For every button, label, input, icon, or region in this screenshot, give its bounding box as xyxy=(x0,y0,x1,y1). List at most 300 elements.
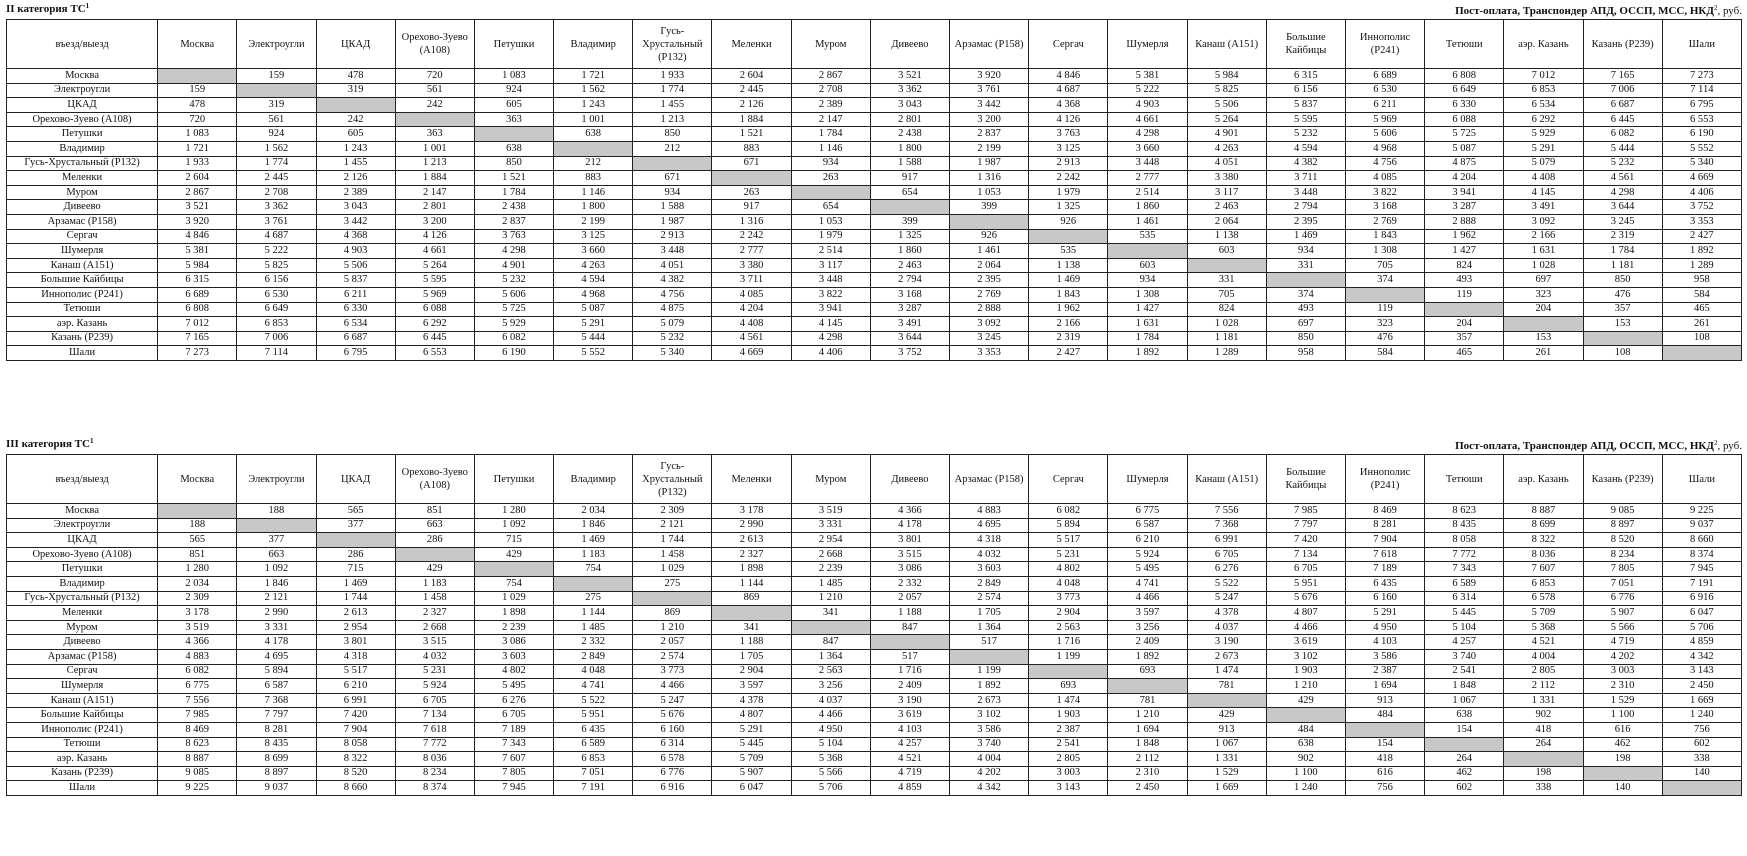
tariff-section-cat2 xyxy=(6,2,1742,361)
fare-cell: 429 xyxy=(395,562,474,577)
fare-cell: 3 448 xyxy=(633,244,712,259)
fare-cell: 7 006 xyxy=(237,331,316,346)
fare-cell: 3 801 xyxy=(316,635,395,650)
diagonal-cell xyxy=(554,576,633,591)
fare-cell: 377 xyxy=(316,518,395,533)
row-header: Канаш (А151) xyxy=(7,693,158,708)
fare-cell: 1 892 xyxy=(1662,244,1741,259)
fare-cell: 584 xyxy=(1662,287,1741,302)
fare-cell: 2 309 xyxy=(633,504,712,519)
fare-cell: 4 903 xyxy=(1108,98,1187,113)
fare-cell: 1 458 xyxy=(395,591,474,606)
fare-cell: 6 088 xyxy=(1425,112,1504,127)
fare-cell: 4 085 xyxy=(712,287,791,302)
table-row xyxy=(7,83,1742,98)
fare-cell: 2 387 xyxy=(1345,664,1424,679)
fare-cell: 3 003 xyxy=(1029,766,1108,781)
row-header: Шали xyxy=(7,346,158,361)
fare-cell: 781 xyxy=(1187,679,1266,694)
fare-cell: 6 315 xyxy=(158,273,237,288)
fare-cell: 7 945 xyxy=(1662,562,1741,577)
fare-cell: 1 987 xyxy=(950,156,1029,171)
fare-cell: 4 366 xyxy=(870,504,949,519)
fare-cell: 5 087 xyxy=(554,302,633,317)
diagonal-cell xyxy=(158,69,237,84)
fare-cell: 2 450 xyxy=(1662,679,1741,694)
fare-cell: 5 445 xyxy=(1425,606,1504,621)
fare-cell: 1 744 xyxy=(316,591,395,606)
fare-cell: 5 894 xyxy=(237,664,316,679)
fare-cell: 4 178 xyxy=(237,635,316,650)
fare-cell: 3 178 xyxy=(712,504,791,519)
fare-cell: 517 xyxy=(950,635,1029,650)
row-header: Орехово-Зуево (А108) xyxy=(7,547,158,562)
fare-cell: 153 xyxy=(1504,331,1583,346)
fare-cell: 3 491 xyxy=(1504,200,1583,215)
fare-cell: 535 xyxy=(1029,244,1108,259)
fare-cell: 2 777 xyxy=(712,244,791,259)
fare-cell: 4 968 xyxy=(554,287,633,302)
fare-cell: 1 848 xyxy=(1425,679,1504,694)
header-row xyxy=(7,20,1742,69)
fare-cell: 3 711 xyxy=(1266,171,1345,186)
fare-cell: 6 649 xyxy=(1425,83,1504,98)
fare-cell: 851 xyxy=(158,547,237,562)
fare-cell: 484 xyxy=(1266,722,1345,737)
fare-cell: 3 773 xyxy=(1029,591,1108,606)
fare-cell: 7 368 xyxy=(237,693,316,708)
fare-cell: 5 595 xyxy=(395,273,474,288)
fare-cell: 4 298 xyxy=(791,331,870,346)
column-header: аэр. Казань xyxy=(1504,20,1583,69)
fare-cell: 6 853 xyxy=(554,752,633,767)
fare-cell: 493 xyxy=(1266,302,1345,317)
row-header: Гусь-Хрустальный (Р132) xyxy=(7,156,158,171)
table-row xyxy=(7,635,1742,650)
fare-cell: 1 199 xyxy=(1029,649,1108,664)
fare-cell: 2 319 xyxy=(1029,331,1108,346)
fare-cell: 3 763 xyxy=(474,229,553,244)
row-header: Большие Кайбицы xyxy=(7,273,158,288)
fare-cell: 1 716 xyxy=(870,664,949,679)
fare-cell: 1 100 xyxy=(1266,766,1345,781)
fare-cell: 4 859 xyxy=(870,781,949,796)
fare-cell: 4 661 xyxy=(395,244,474,259)
fare-cell: 2 888 xyxy=(1425,214,1504,229)
fare-cell: 5 969 xyxy=(1345,112,1424,127)
column-header: Москва xyxy=(158,20,237,69)
diagonal-cell xyxy=(1187,693,1266,708)
fare-cell: 7 134 xyxy=(1266,547,1345,562)
fare-cell: 1 083 xyxy=(474,69,553,84)
tariff-section-cat3 xyxy=(6,437,1742,796)
fare-cell: 5 929 xyxy=(1504,127,1583,142)
fare-cell: 4 263 xyxy=(1187,141,1266,156)
column-header: Москва xyxy=(158,455,237,504)
table-row xyxy=(7,287,1742,302)
fare-cell: 6 689 xyxy=(158,287,237,302)
fare-cell: 1 280 xyxy=(158,562,237,577)
fare-cell: 1 325 xyxy=(1029,200,1108,215)
table-row xyxy=(7,766,1742,781)
row-header: Канаш (А151) xyxy=(7,258,158,273)
section-title: II категория $ТС^1$ xyxy=(6,2,90,15)
fare-cell: 7 006 xyxy=(1583,83,1662,98)
fare-cell: 2 673 xyxy=(950,693,1029,708)
fare-cell: 5 951 xyxy=(1266,576,1345,591)
fare-cell: 8 234 xyxy=(395,766,474,781)
fare-cell: 3 801 xyxy=(870,533,949,548)
fare-cell: 6 190 xyxy=(474,346,553,361)
fare-cell: 3 331 xyxy=(237,620,316,635)
fare-cell: 3 287 xyxy=(870,302,949,317)
fare-cell: 1 181 xyxy=(1187,331,1266,346)
table-row xyxy=(7,620,1742,635)
fare-cell: 4 298 xyxy=(1583,185,1662,200)
fare-cell: 3 586 xyxy=(1345,649,1424,664)
fare-cell: 4 950 xyxy=(1345,620,1424,635)
fare-cell: 781 xyxy=(1108,693,1187,708)
fare-cell: 4 145 xyxy=(1504,185,1583,200)
fare-cell: 1 210 xyxy=(791,591,870,606)
fare-cell: 1 240 xyxy=(1266,781,1345,796)
fare-cell: 5 247 xyxy=(633,693,712,708)
fare-cell: 1 240 xyxy=(1662,708,1741,723)
fare-cell: 2 769 xyxy=(1345,214,1424,229)
fare-cell: 602 xyxy=(1662,737,1741,752)
fare-cell: 1 138 xyxy=(1187,229,1266,244)
fare-cell: 2 310 xyxy=(1583,679,1662,694)
column-header: Муром xyxy=(791,20,870,69)
fare-cell: 902 xyxy=(1504,708,1583,723)
fare-cell: 616 xyxy=(1345,766,1424,781)
fare-cell: 2 708 xyxy=(791,83,870,98)
fare-cell: 7 189 xyxy=(474,722,553,737)
fare-cell: 363 xyxy=(395,127,474,142)
fare-cell: 159 xyxy=(237,69,316,84)
fare-cell: 654 xyxy=(870,185,949,200)
fare-cell: 4 561 xyxy=(1583,171,1662,186)
fare-cell: 2 319 xyxy=(1583,229,1662,244)
fare-cell: 1 308 xyxy=(1345,244,1424,259)
fare-cell: 3 761 xyxy=(950,83,1029,98)
fare-cell: 7 772 xyxy=(395,737,474,752)
column-header: Меленки xyxy=(712,455,791,504)
corner-header: въезд/выезд xyxy=(7,455,158,504)
fare-cell: 3 603 xyxy=(950,562,1029,577)
column-header: Шали xyxy=(1662,455,1741,504)
fare-cell: 4 901 xyxy=(474,258,553,273)
fare-cell: 6 445 xyxy=(395,331,474,346)
fare-cell: 7 368 xyxy=(1187,518,1266,533)
fare-cell: 4 126 xyxy=(395,229,474,244)
fare-cell: 1 800 xyxy=(554,200,633,215)
fare-cell: 2 034 xyxy=(158,576,237,591)
fare-cell: 4 368 xyxy=(316,229,395,244)
fare-cell: 2 112 xyxy=(1108,752,1187,767)
fare-cell: 3 920 xyxy=(158,214,237,229)
fare-cell: 8 699 xyxy=(1504,518,1583,533)
fare-cell: 2 805 xyxy=(1504,664,1583,679)
fare-cell: 2 057 xyxy=(633,635,712,650)
fare-cell: 6 210 xyxy=(1108,533,1187,548)
fare-cell: 4 145 xyxy=(791,317,870,332)
fare-cell: 5 907 xyxy=(1583,606,1662,621)
diagonal-cell xyxy=(237,518,316,533)
fare-cell: 2 563 xyxy=(791,664,870,679)
fare-cell: 1 898 xyxy=(712,562,791,577)
fare-cell: 6 160 xyxy=(633,722,712,737)
fare-cell: 2 794 xyxy=(870,273,949,288)
fare-cell: 1 529 xyxy=(1187,766,1266,781)
column-header: Владимир xyxy=(554,455,633,504)
fare-cell: 5 676 xyxy=(633,708,712,723)
fare-cell: 7 012 xyxy=(1504,69,1583,84)
fare-cell: 2 395 xyxy=(1266,214,1345,229)
fare-cell: 1 316 xyxy=(950,171,1029,186)
fare-cell: 1 028 xyxy=(1187,317,1266,332)
fare-cell: 5 924 xyxy=(395,679,474,694)
fare-cell: 4 048 xyxy=(554,664,633,679)
fare-cell: 6 687 xyxy=(316,331,395,346)
fare-cell: 1 455 xyxy=(316,156,395,171)
fare-cell: 3 619 xyxy=(1266,635,1345,650)
fare-cell: 2 387 xyxy=(1029,722,1108,737)
fare-cell: 5 495 xyxy=(474,679,553,694)
fare-cell: 1 001 xyxy=(395,141,474,156)
fare-cell: 6 530 xyxy=(237,287,316,302)
fare-cell: 478 xyxy=(316,69,395,84)
fare-cell: 8 058 xyxy=(1425,533,1504,548)
fare-cell: 1 529 xyxy=(1583,693,1662,708)
fare-cell: 3 448 xyxy=(791,273,870,288)
fare-cell: 2 954 xyxy=(791,533,870,548)
fare-cell: 2 904 xyxy=(712,664,791,679)
column-header: Муром xyxy=(791,455,870,504)
fare-cell: 3 245 xyxy=(950,331,1029,346)
fare-cell: 3 190 xyxy=(1187,635,1266,650)
fare-cell: 2 913 xyxy=(633,229,712,244)
fare-cell: 4 257 xyxy=(1425,635,1504,650)
fare-cell: 5 079 xyxy=(1504,156,1583,171)
fare-cell: 2 332 xyxy=(870,576,949,591)
fare-cell: 3 003 xyxy=(1583,664,1662,679)
fare-cell: 2 310 xyxy=(1108,766,1187,781)
fare-cell: 6 082 xyxy=(158,664,237,679)
fare-cell: 5 969 xyxy=(395,287,474,302)
fare-cell: 7 556 xyxy=(1187,504,1266,519)
fare-cell: 8 374 xyxy=(1662,547,1741,562)
fare-cell: 6 775 xyxy=(158,679,237,694)
diagonal-cell xyxy=(158,504,237,519)
fare-cell: 1 181 xyxy=(1583,258,1662,273)
fare-cell: 6 082 xyxy=(474,331,553,346)
row-header: Орехово-Зуево (А108) xyxy=(7,112,158,127)
fare-cell: 5 264 xyxy=(1187,112,1266,127)
fare-cell: 4 756 xyxy=(1345,156,1424,171)
fare-cell: 1 562 xyxy=(554,83,633,98)
fare-cell: 5 907 xyxy=(712,766,791,781)
fare-cell: 2 327 xyxy=(395,606,474,621)
row-header: аэр. Казань xyxy=(7,317,158,332)
fare-cell: 263 xyxy=(791,171,870,186)
column-header: Орехово-Зуево (А108) xyxy=(395,455,474,504)
fare-cell: 8 322 xyxy=(316,752,395,767)
fare-cell: 2 668 xyxy=(395,620,474,635)
fare-cell: 4 048 xyxy=(1029,576,1108,591)
fare-cell: 2 450 xyxy=(1108,781,1187,796)
fare-cell: 1 183 xyxy=(395,576,474,591)
fare-cell: 2 867 xyxy=(791,69,870,84)
fare-cell: 5 222 xyxy=(237,244,316,259)
fare-cell: 4 366 xyxy=(158,635,237,650)
fare-cell: 3 515 xyxy=(395,635,474,650)
fare-cell: 4 408 xyxy=(1504,171,1583,186)
fare-cell: 7 805 xyxy=(474,766,553,781)
fare-cell: 5 368 xyxy=(791,752,870,767)
fare-cell: 7 114 xyxy=(1662,83,1741,98)
column-header: Канаш (А151) xyxy=(1187,455,1266,504)
fare-cell: 6 082 xyxy=(1029,504,1108,519)
fare-cell: 6 160 xyxy=(1345,591,1424,606)
fare-cell: 2 309 xyxy=(158,591,237,606)
fare-cell: 1 289 xyxy=(1662,258,1741,273)
fare-cell: 7 985 xyxy=(1266,504,1345,519)
fare-cell: 3 125 xyxy=(554,229,633,244)
fare-cell: 2 121 xyxy=(633,518,712,533)
fare-cell: 6 853 xyxy=(237,317,316,332)
fare-cell: 1 183 xyxy=(554,547,633,562)
fare-cell: 3 442 xyxy=(950,98,1029,113)
fare-cell: 4 004 xyxy=(1504,649,1583,664)
fare-cell: 603 xyxy=(1187,244,1266,259)
fare-cell: 6 553 xyxy=(1662,112,1741,127)
fare-cell: 1 884 xyxy=(712,112,791,127)
fare-cell: 4 032 xyxy=(395,649,474,664)
column-header: Большие Кайбицы xyxy=(1266,20,1345,69)
fare-cell: 1 427 xyxy=(1108,302,1187,317)
fare-cell: 1 631 xyxy=(1108,317,1187,332)
fare-cell: 3 711 xyxy=(712,273,791,288)
table-row xyxy=(7,69,1742,84)
fare-cell: 2 239 xyxy=(474,620,553,635)
fare-cell: 2 327 xyxy=(712,547,791,562)
fare-cell: 357 xyxy=(1425,331,1504,346)
fare-cell: 850 xyxy=(1583,273,1662,288)
fare-cell: 8 058 xyxy=(316,737,395,752)
fare-cell: 4 687 xyxy=(1029,83,1108,98)
fare-cell: 3 331 xyxy=(791,518,870,533)
fare-cell: 8 036 xyxy=(395,752,474,767)
fare-cell: 6 292 xyxy=(395,317,474,332)
fare-cell: 3 521 xyxy=(870,69,949,84)
fare-cell: 6 795 xyxy=(316,346,395,361)
row-header: Иннополис (Р241) xyxy=(7,287,158,302)
fare-cell: 4 802 xyxy=(474,664,553,679)
fare-cell: 1 316 xyxy=(712,214,791,229)
fare-cell: 6 589 xyxy=(1425,576,1504,591)
column-header: Сергач xyxy=(1029,20,1108,69)
fare-cell: 3 043 xyxy=(316,200,395,215)
fare-cell: 6 330 xyxy=(1425,98,1504,113)
fare-cell: 4 901 xyxy=(1187,127,1266,142)
fare-cell: 188 xyxy=(237,504,316,519)
fare-cell: 5 247 xyxy=(1187,591,1266,606)
fare-cell: 7 273 xyxy=(1662,69,1741,84)
fare-cell: 697 xyxy=(1266,317,1345,332)
fare-cell: 1 083 xyxy=(158,127,237,142)
fare-cell: 754 xyxy=(474,576,553,591)
fare-cell: 6 190 xyxy=(1662,127,1741,142)
fare-cell: 6 808 xyxy=(1425,69,1504,84)
fare-cell: 3 519 xyxy=(791,504,870,519)
fare-cell: 5 709 xyxy=(1504,606,1583,621)
fare-cell: 7 191 xyxy=(1662,576,1741,591)
fare-cell: 7 134 xyxy=(395,708,474,723)
fare-cell: 3 143 xyxy=(1662,664,1741,679)
section-subtitle: Пост-оплата, Транспондер АПД, ОССП, МСС, НКД$^2$, руб. xyxy=(1455,439,1742,452)
fare-cell: 2 332 xyxy=(554,635,633,650)
column-header: Дивеево xyxy=(870,455,949,504)
fare-cell: 1 331 xyxy=(1504,693,1583,708)
fare-cell: 2 147 xyxy=(395,185,474,200)
fare-cell: 4 594 xyxy=(1266,141,1345,156)
table-row xyxy=(7,547,1742,562)
fare-cell: 4 669 xyxy=(712,346,791,361)
column-header: Арзамас (Р158) xyxy=(950,20,1029,69)
fare-cell: 2 990 xyxy=(237,606,316,621)
fare-cell: 6 587 xyxy=(237,679,316,694)
fare-cell: 4 085 xyxy=(1345,171,1424,186)
fare-cell: 159 xyxy=(158,83,237,98)
fare-cell: 476 xyxy=(1345,331,1424,346)
fare-cell: 1 860 xyxy=(870,244,949,259)
fare-cell: 824 xyxy=(1187,302,1266,317)
fare-cell: 5 231 xyxy=(1029,547,1108,562)
diagonal-cell xyxy=(1266,708,1345,723)
fare-cell: 4 903 xyxy=(316,244,395,259)
fare-cell: 2 463 xyxy=(870,258,949,273)
diagonal-cell xyxy=(395,112,474,127)
fare-cell: 6 578 xyxy=(633,752,712,767)
fare-cell: 6 991 xyxy=(1187,533,1266,548)
fare-cell: 869 xyxy=(712,591,791,606)
fare-cell: 264 xyxy=(1504,737,1583,752)
fare-cell: 9 037 xyxy=(1662,518,1741,533)
row-header: Меленки xyxy=(7,171,158,186)
fare-cell: 4 802 xyxy=(1029,562,1108,577)
fare-cell: 754 xyxy=(554,562,633,577)
row-header: Владимир xyxy=(7,141,158,156)
fare-cell: 6 587 xyxy=(1108,518,1187,533)
fare-cell: 1 427 xyxy=(1425,244,1504,259)
fare-cell: 7 556 xyxy=(158,693,237,708)
fare-cell: 286 xyxy=(316,547,395,562)
fare-cell: 4 382 xyxy=(1266,156,1345,171)
fare-cell: 5 837 xyxy=(1266,98,1345,113)
fare-cell: 9 085 xyxy=(158,766,237,781)
table-row xyxy=(7,331,1742,346)
fare-cell: 6 534 xyxy=(316,317,395,332)
fare-cell: 2 541 xyxy=(1425,664,1504,679)
fare-cell: 2 121 xyxy=(237,591,316,606)
fare-cell: 934 xyxy=(633,185,712,200)
fare-cell: 4 378 xyxy=(712,693,791,708)
row-header: Тетюши xyxy=(7,737,158,752)
fare-cell: 5 709 xyxy=(712,752,791,767)
fare-cell: 6 689 xyxy=(1345,69,1424,84)
fare-cell: 6 156 xyxy=(237,273,316,288)
